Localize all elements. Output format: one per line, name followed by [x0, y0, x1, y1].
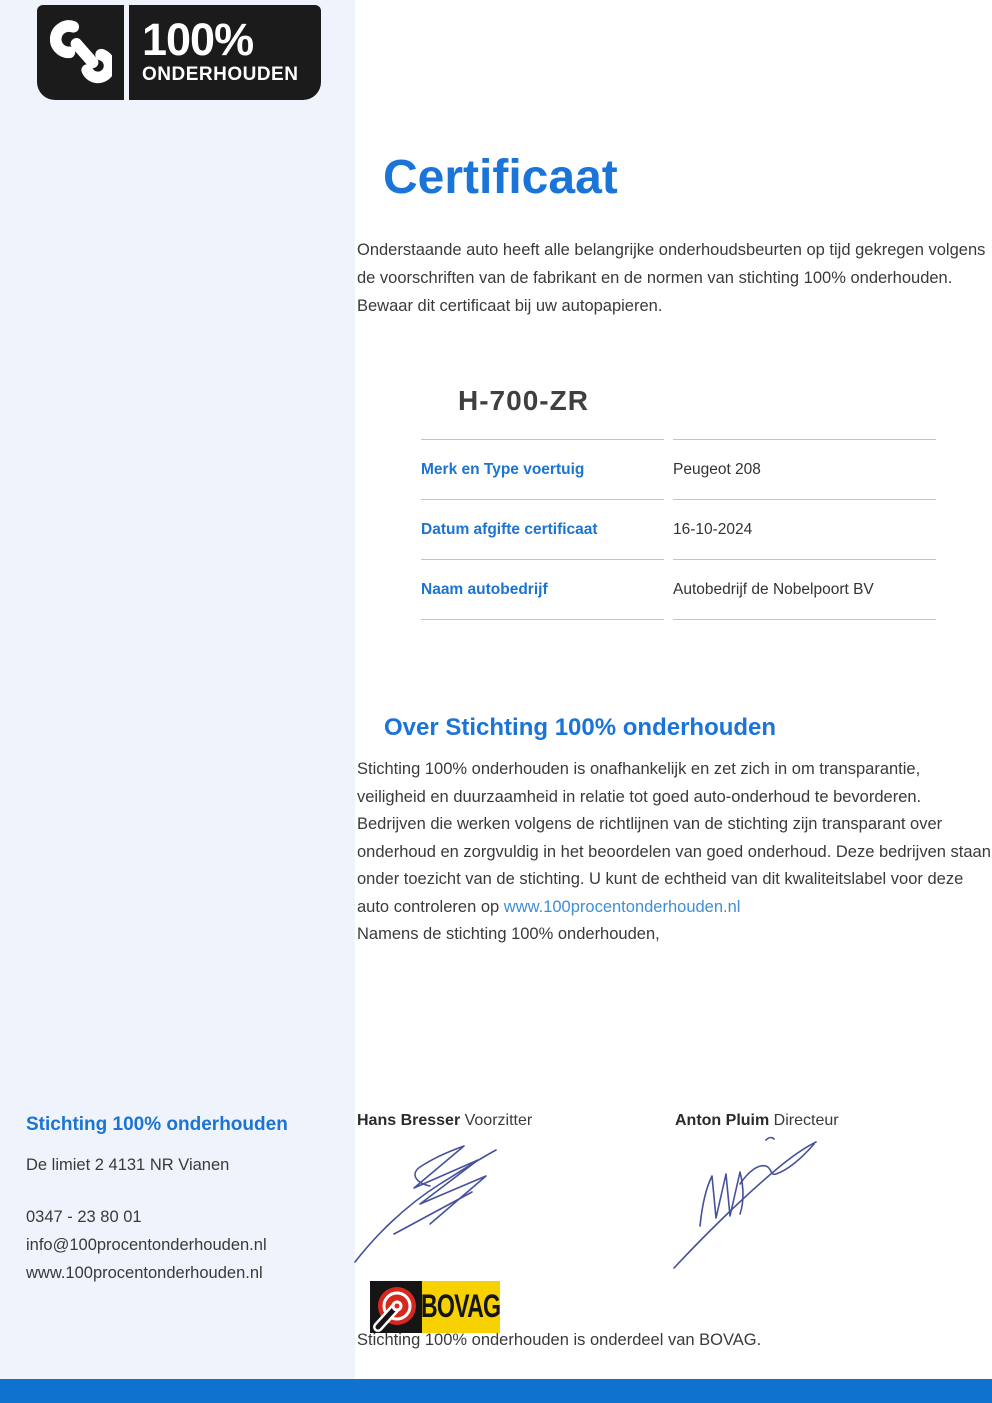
brand-logo [37, 5, 321, 100]
license-plate: H-700-ZR [458, 385, 589, 416]
logo-brand-line1: 100% [142, 14, 254, 66]
table-bottom-rule [421, 619, 936, 620]
bovag-wordmark [422, 1281, 500, 1333]
about-heading: Over Stichting 100% onderhouden [384, 714, 777, 741]
signer-name: Anton Pluim [675, 1112, 770, 1129]
verification-link[interactable]: www.100procentonderhouden.nl [503, 897, 741, 916]
bovag-wheel-icon [370, 1281, 422, 1333]
signature-anton-pluim [666, 1126, 834, 1281]
sidebar-phone: 0347 - 23 80 01 [26, 1208, 142, 1226]
details-table [421, 439, 936, 620]
table-row [421, 439, 936, 499]
logo-text-box [129, 5, 321, 100]
intro-paragraph: Onderstaande auto heeft alle belangrijke onderhoudsbeurten op tijd gekregen volgens de voorschriften van de fabrikant en de normen van stichting 100% onderhouden. Bewaar dit certificaat bij uw autopapieren. [357, 241, 986, 315]
table-row [421, 499, 936, 559]
row-value-merk: Peugeot 208 [673, 439, 936, 499]
footer-accent-bar [0, 1379, 992, 1403]
row-label-bedrijf: Naam autobedrijf [421, 559, 664, 619]
page-title: Certificaat [383, 151, 618, 204]
logo-icon-box [37, 5, 124, 100]
row-label-merk: Merk en Type voertuig [421, 439, 664, 499]
signature-hans-bresser [350, 1136, 525, 1273]
row-label-datum: Datum afgifte certificaat [421, 499, 664, 559]
signer-role: Voorzitter [460, 1112, 533, 1129]
sidebar-website: www.100procentonderhouden.nl [26, 1264, 263, 1282]
sidebar-address: De limiet 2 4131 NR Vianen [26, 1156, 230, 1174]
row-value-bedrijf: Autobedrijf de Nobelpoort BV [673, 559, 936, 619]
bovag-label: BOVAG [421, 1288, 501, 1325]
table-row [421, 559, 936, 619]
row-value-datum: 16-10-2024 [673, 499, 936, 559]
signer-role: Directeur [769, 1112, 839, 1129]
signature-label-voorzitter [357, 1112, 532, 1130]
about-paragraph [357, 756, 991, 949]
signer-name: Hans Bresser [357, 1112, 461, 1129]
bovag-note: Stichting 100% onderhouden is onderdeel van BOVAG. [357, 1331, 762, 1349]
sidebar-org-name: Stichting 100% onderhouden [26, 1114, 288, 1135]
sidebar-email: info@100procentonderhouden.nl [26, 1236, 267, 1254]
wrench-icon [50, 16, 112, 89]
namens-line: Namens de stichting 100% onderhouden, [357, 925, 660, 943]
bovag-logo [370, 1281, 500, 1333]
logo-brand-line2: ONDERHOUDEN [142, 63, 299, 85]
about-body-text: Stichting 100% onderhouden is onafhankelijk en zet zich in om transparantie, veiligheid en duurzaamheid in relatie tot goed auto-onderhoud te bevorderen. Bedrijven die werken volgens de richtlijnen van de stichting zijn transparant over onderhoud en zorgvuldig in het beoordelen van goed onderhoud. Deze bedrijven staan onder toezicht van de stichting. U kunt de echtheid van dit kwaliteitslabel voor deze auto controleren op [357, 760, 991, 916]
